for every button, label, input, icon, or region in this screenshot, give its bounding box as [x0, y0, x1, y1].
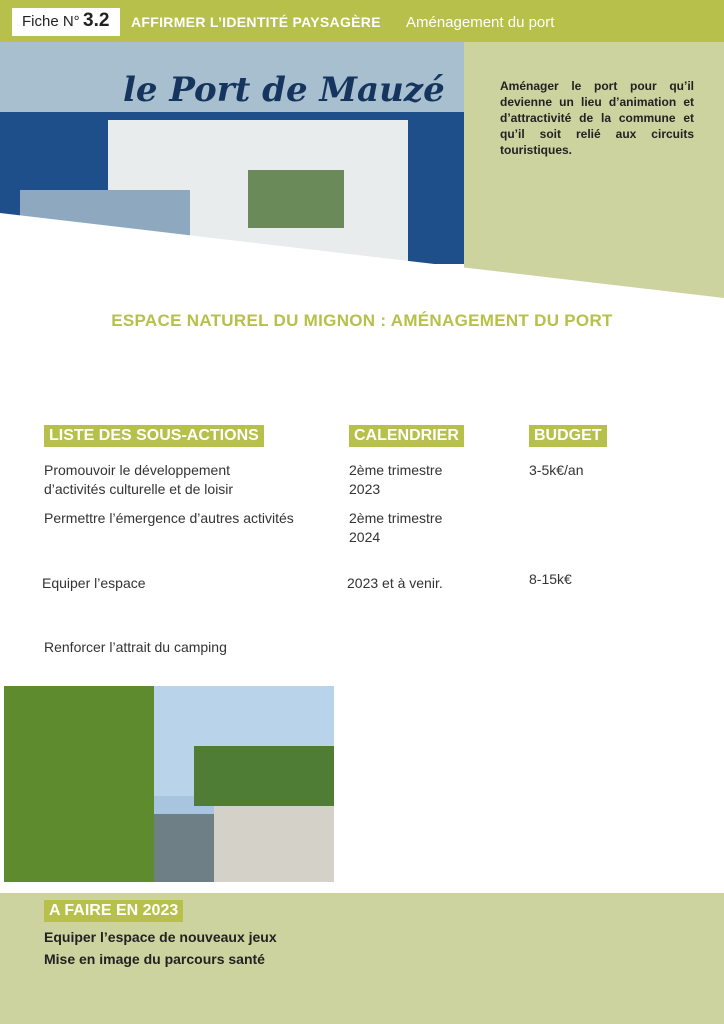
sheet-subtitle: Aménagement du port [406, 14, 555, 31]
calendar-header: CALENDRIER [349, 425, 464, 447]
photo-trees [194, 746, 334, 806]
todo-header: A FAIRE EN 2023 [44, 900, 183, 922]
action-3: Equiper l’espace [42, 575, 146, 591]
photo-quay [214, 806, 334, 882]
action-1-line-2: d’activités culturelle et de loisir [44, 481, 234, 497]
todo-item-1: Equiper l’espace de nouveaux jeux [44, 929, 277, 945]
actions-header: LISTE DES SOUS-ACTIONS [44, 425, 264, 447]
port-photo [4, 686, 334, 882]
section-title: ESPACE NATUREL DU MIGNON : AMÉNAGEMENT DU PORT [111, 311, 613, 330]
budget-header: BUDGET [529, 425, 607, 447]
action-4: Renforcer l’attrait du camping [44, 639, 227, 655]
calendar-1 [349, 461, 442, 499]
action-1-line-1: Promouvoir le développement [44, 462, 230, 478]
calendar-2 [349, 509, 442, 547]
calendar-2-line-2: 2024 [349, 529, 381, 545]
action-2: Permettre l’émergence d’autres activités [44, 510, 294, 526]
fiche-label: Fiche N° [22, 13, 80, 30]
calendar-3: 2023 et à venir. [347, 575, 443, 591]
description-text: Aménager le port pour qu’il devienne un lieu d’animation et d’attractivité de la commune et qu’il soit relié aux circuits touristiques. [500, 79, 694, 157]
diagonal-divider [0, 0, 724, 340]
todo-item-2: Mise en image du parcours santé [44, 951, 265, 967]
calendar-1-line-2: 2023 [349, 481, 381, 497]
sign-title: le Port de Mauzé [123, 70, 445, 110]
sheet-title: AFFIRMER L’IDENTITÉ PAYSAGÈRE [131, 14, 381, 30]
calendar-1-line-1: 2ème trimestre [349, 462, 443, 478]
budget-3: 8-15k€ [529, 571, 572, 587]
budget-1: 3-5k€/an [529, 462, 584, 478]
photo-willow [4, 686, 154, 882]
action-1 [44, 461, 233, 499]
fiche-number: 3.2 [83, 10, 110, 31]
calendar-2-line-1: 2ème trimestre [349, 510, 443, 526]
